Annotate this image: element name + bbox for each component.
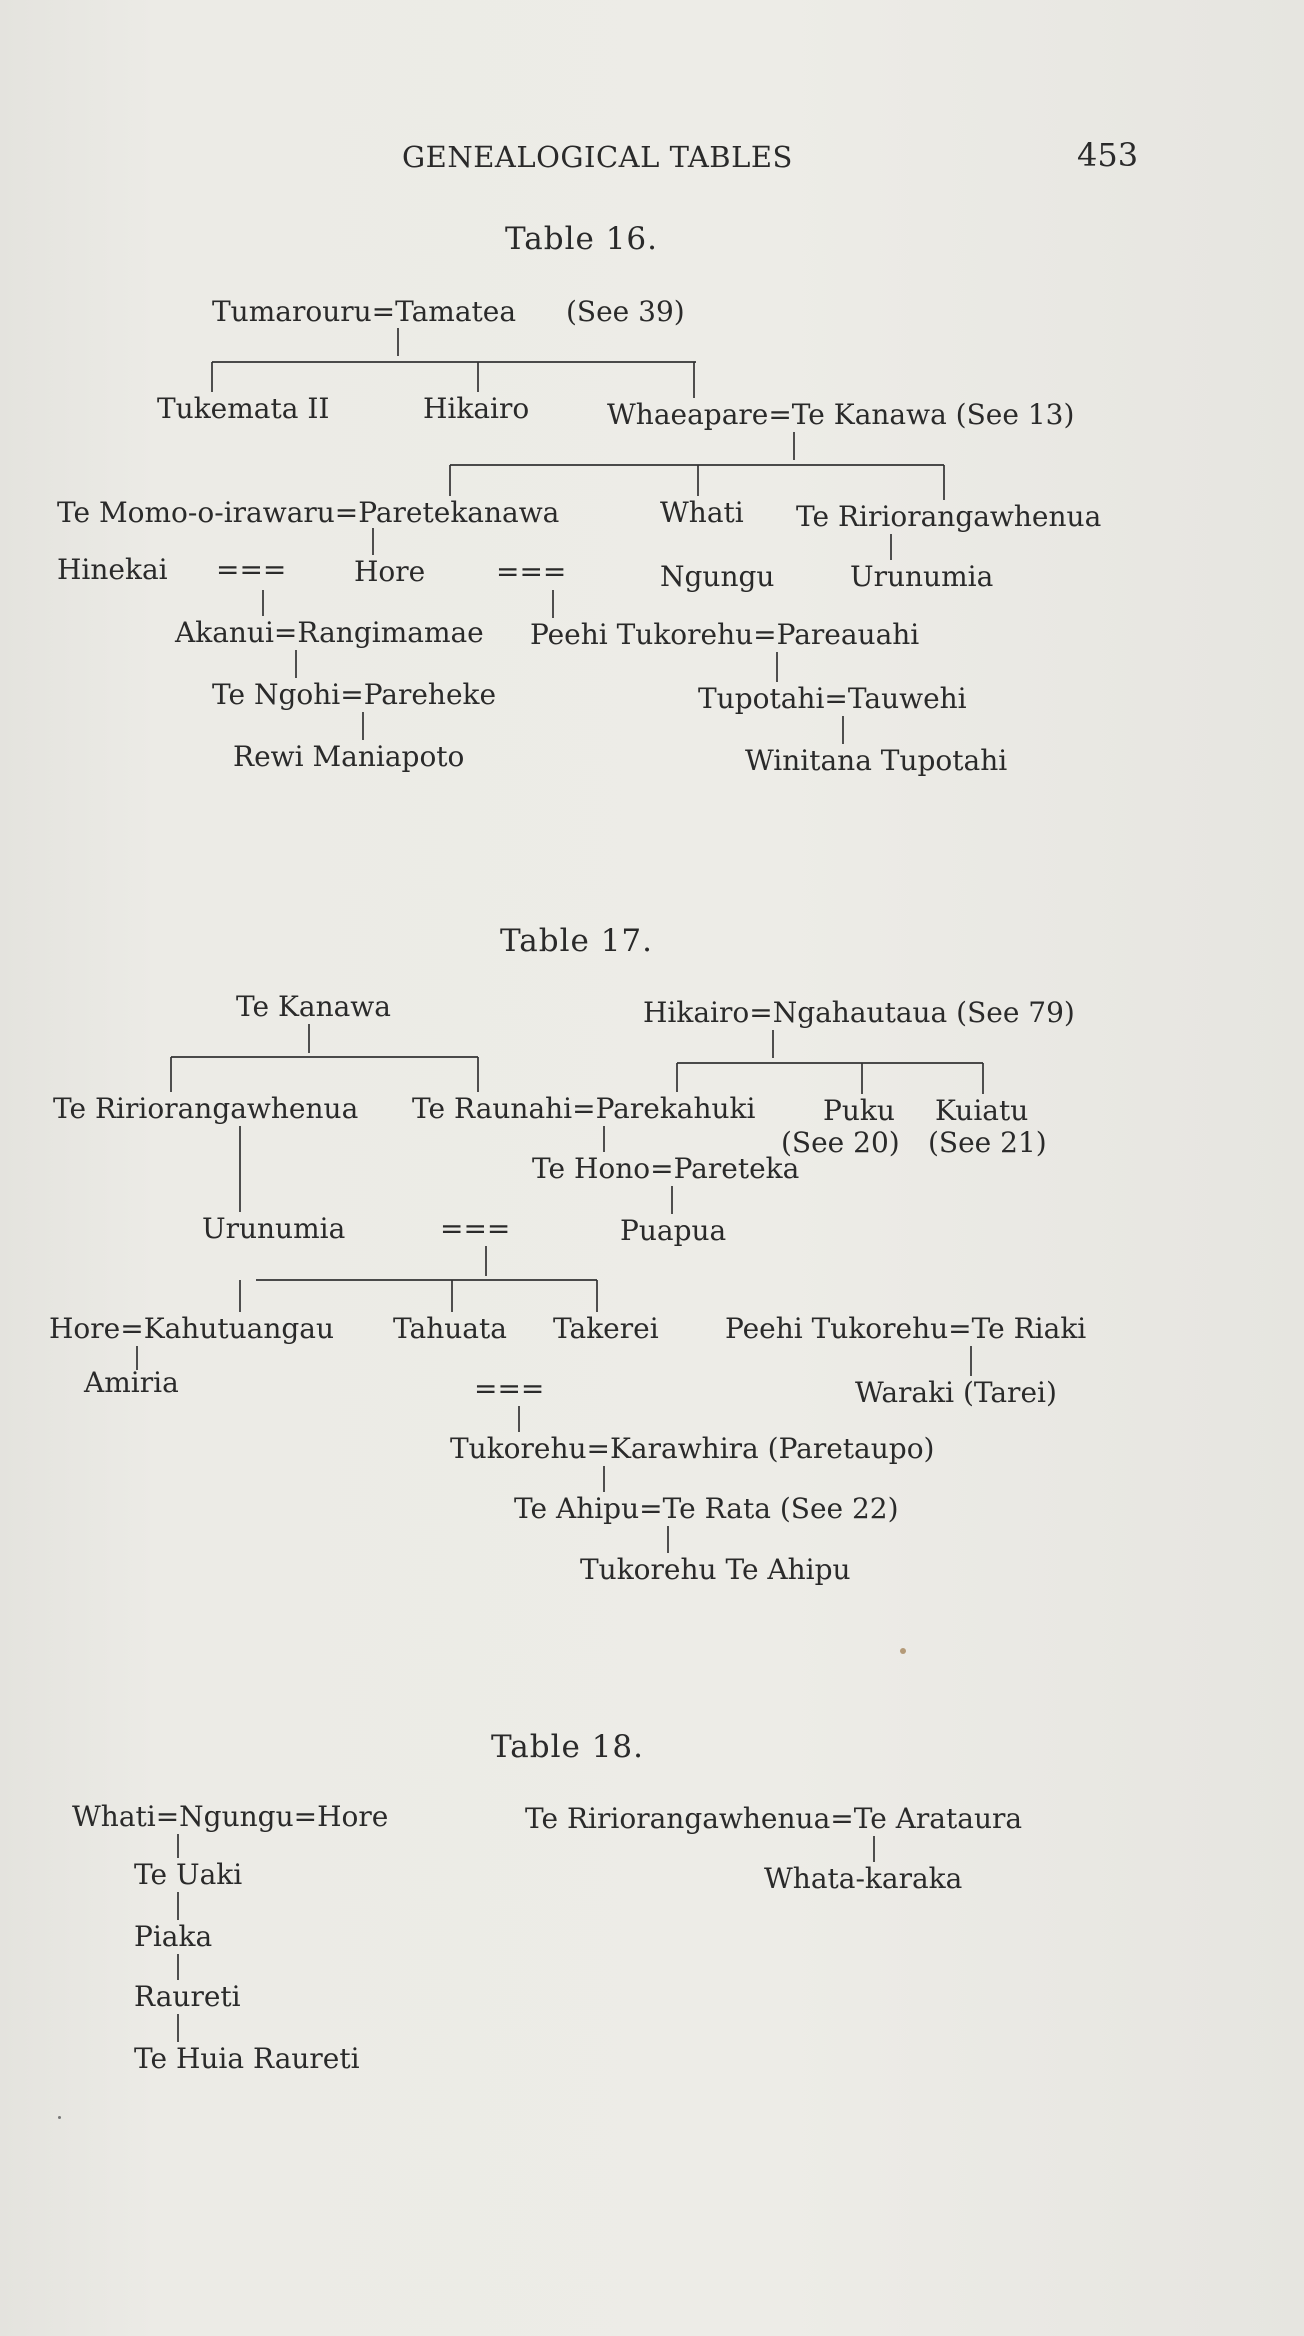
t17-row2-puku: Puku <box>823 1094 895 1127</box>
t18-left-uaki: Te Uaki <box>134 1858 243 1891</box>
t17-row5-amiria: Amiria <box>84 1366 179 1399</box>
t18-left-couple: Whati=Ngungu=Hore <box>72 1800 389 1833</box>
t18-left-raureti: Raureti <box>134 1980 241 2013</box>
t17-right-root: Hikairo=Ngahautaua (See 79) <box>643 996 1075 1029</box>
paper-speck <box>58 2116 61 2119</box>
t17-row8-tukorehu-ahipu: Tukorehu Te Ahipu <box>580 1553 851 1586</box>
table17-caption: Table 17. <box>500 923 654 959</box>
t16-gen3-whati: Whati <box>660 496 744 529</box>
t18-left-huia: Te Huia Raureti <box>134 2042 360 2075</box>
t17-row4-takerei: Takerei <box>553 1312 659 1345</box>
t16-gen4-hore: Hore <box>354 555 426 588</box>
paper-speck <box>900 1648 906 1654</box>
t17-kuiatu-ref: (See 21) <box>928 1126 1047 1159</box>
t17-row2-ririorangawhenua: Te Ririorangawhenua <box>53 1092 359 1125</box>
t16-child-tukemata: Tukemata II <box>157 392 330 425</box>
t18-right-couple: Te Ririorangawhenua=Te Arataura <box>525 1802 1023 1835</box>
t16-child-whaeapare: Whaeapare=Te Kanawa (See 13) <box>607 398 1075 431</box>
t17-row2-kuiatu: Kuiatu <box>935 1094 1029 1127</box>
running-title: GENEALOGICAL TABLES <box>402 140 793 174</box>
t16-gen4-urunumia: Urunumia <box>850 560 994 593</box>
t17-row3-eq: === <box>440 1212 511 1245</box>
t16-gen6-ngohi: Te Ngohi=Pareheke <box>212 678 497 711</box>
t17-row6-tukorehu: Tukorehu=Karawhira (Paretaupo) <box>450 1432 935 1465</box>
page-number: 453 <box>1077 136 1139 174</box>
t16-root-couple: Tumarouru=Tamatea <box>212 295 517 328</box>
t16-gen4-ngungu: Ngungu <box>660 560 775 593</box>
t16-gen7-rewi: Rewi Maniapoto <box>233 740 465 773</box>
t17-row5-waraki: Waraki (Tarei) <box>855 1376 1057 1409</box>
t16-gen5-akanui: Akanui=Rangimamae <box>175 616 484 649</box>
t16-gen3-ririorangawhenua: Te Ririorangawhenua <box>796 500 1102 533</box>
t17-row4-hore: Hore=Kahutuangau <box>49 1312 335 1345</box>
t18-right-whata: Whata-karaka <box>764 1862 963 1895</box>
t17-row4-tahuata: Tahuata <box>393 1312 507 1345</box>
t17-row3-puapua: Puapua <box>620 1214 727 1247</box>
t16-gen4-eq2: === <box>496 555 567 588</box>
t16-gen5-peehi: Peehi Tukorehu=Pareauahi <box>530 618 920 651</box>
t16-gen6-tupotahi: Tupotahi=Tauwehi <box>698 682 967 715</box>
t17-left-root: Te Kanawa <box>236 990 391 1023</box>
table18-caption: Table 18. <box>491 1729 645 1765</box>
t17-puku-ref: (See 20) <box>781 1126 900 1159</box>
t16-gen4-hinekai: Hinekai <box>57 553 168 586</box>
t17-row5-eq: === <box>474 1372 545 1405</box>
t17-hono: Te Hono=Pareteka <box>532 1152 800 1185</box>
t16-child-hikairo: Hikairo <box>423 392 530 425</box>
t16-gen4-eq1: === <box>216 553 287 586</box>
t16-root-ref: (See 39) <box>566 295 685 328</box>
t16-gen7-winitana: Winitana Tupotahi <box>745 744 1008 777</box>
t17-row2-raunahi: Te Raunahi=Parekahuki <box>412 1092 756 1125</box>
t18-left-piaka: Piaka <box>134 1920 213 1953</box>
t17-row3-urunumia: Urunumia <box>202 1212 346 1245</box>
t17-row7-ahipu: Te Ahipu=Te Rata (See 22) <box>514 1492 899 1525</box>
table16-caption: Table 16. <box>505 221 659 257</box>
t17-row4-peehi: Peehi Tukorehu=Te Riaki <box>725 1312 1087 1345</box>
t16-gen3-momo: Te Momo-o-irawaru=Paretekanawa <box>57 496 560 529</box>
